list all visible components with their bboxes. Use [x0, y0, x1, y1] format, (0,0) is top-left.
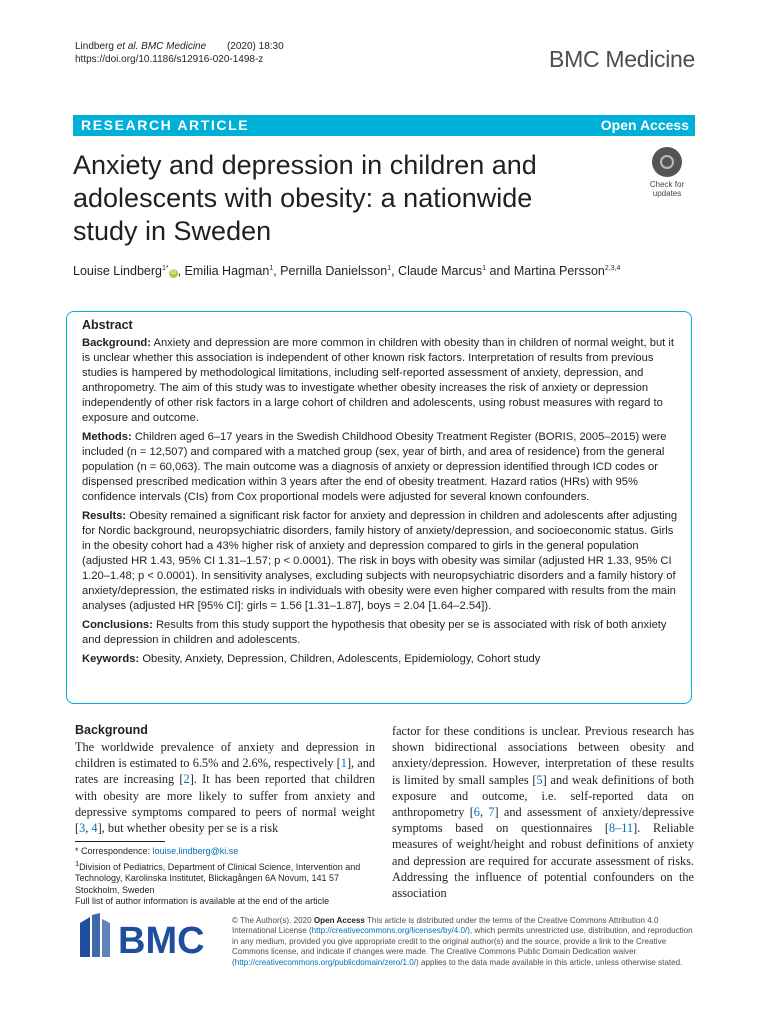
author-name[interactable]: Emilia Hagman	[184, 264, 270, 278]
author-name[interactable]: Louise Lindberg	[73, 264, 162, 278]
reference-link[interactable]: 8–11	[608, 821, 634, 836]
abstract-heading: Abstract	[82, 318, 133, 332]
author-affiliation: 1*	[161, 264, 169, 272]
citation-line	[75, 40, 284, 53]
author-name[interactable]: Pernilla Danielsson	[280, 264, 388, 278]
license-link[interactable]: http://creativecommons.org/licenses/by/4.0/	[311, 926, 468, 936]
check-updates-icon	[652, 147, 682, 177]
article-type: RESEARCH ARTICLE	[81, 117, 250, 133]
license-text: © The Author(s). 2020 Open Access This article is distributed under the terms of the Creative Commons Attribution 4.0 International License (http://creativecommons.org/licenses/by/4.0/), which permits unrestricted use, distribution, and reproduction in any medium, provided you give appropriate credit to the original author(s) and the source, provide a link to the Creative Commons license, and indicate if changes were made. The Creative Commons Public Domain Dedication waiver (http://creativecommons.org/publicdomain/zero/1.0/) applies to the data made available in this article, unless otherwise stated.	[232, 916, 693, 967]
orcid-icon[interactable]: iD	[170, 270, 176, 276]
citation-year-volume: (2020) 18:30	[226, 41, 284, 52]
abstract-results: Results: Obesity remained a significant risk factor for anxiety and depression in children and adolescents after adjusting for Nordic background, neuropsychiatric disorders, family history of anxiety/depression, and socioeconomic status. Girls in the obesity cohort had a 43% higher risk of anxiety and depression compared to girls in the general population (adjusted HR 1.43, 95% CI 1.31–1.57; p < 0.0001). The risk in boys with obesity was similar (adjusted HR 1.33, 95% CI 1.20–1.48; p < 0.0001). In sensitivity analyses, excluding subjects with neuropsychiatric disorders and a family history of anxiety/depression, the estimated risks in individuals with obesity were even higher compared with results from the main analyses (adjusted HR [95% CI]: girls = 1.56 [1.31–1.87], boys = 2.04 [1.64–2.54]).	[82, 510, 678, 612]
footnotes	[75, 846, 375, 908]
reference-link[interactable]: 7	[488, 805, 495, 820]
full-list-note: Full list of author information is available at the end of the article	[75, 896, 330, 906]
section-heading-background: Background	[75, 723, 148, 737]
reference-link[interactable]: 3	[79, 821, 86, 836]
check-for-updates-button[interactable]	[638, 147, 694, 203]
bmc-logo-text: BMC	[118, 920, 205, 961]
journal-name: BMC Medicine	[549, 46, 695, 72]
abstract-body	[82, 336, 680, 671]
reference-link[interactable]: 4	[91, 821, 98, 836]
email-link[interactable]: louise.lindberg@ki.se	[152, 846, 239, 856]
author-name[interactable]: Martina Persson	[513, 264, 605, 278]
article-banner	[73, 115, 695, 136]
author-affiliation: 1	[269, 264, 274, 272]
abstract-methods: Methods: Children aged 6–17 years in the Swedish Childhood Obesity Treatment Register (BORIS, 2005–2015) were included (n = 12,507) and compared with a matched group (sex, year of birth, and area of residence) from the general population (n = 60,063). The main outcome was a diagnosis of anxiety or depression identified through ICD codes or dispensed prescribed medication within 3 years after the end of obesity treatment. Hazard ratios (HRs) with 95% confidence intervals (CIs) from Cox proportional models were adjusted for several known confounders.	[82, 431, 667, 503]
article-title: Anxiety and depression in children and adolescents with obesity: a nationwide study in Sweden	[73, 150, 537, 246]
footnote-divider	[75, 841, 165, 842]
affiliation: $^1$Division of Pediatrics, Department of Clinical Science, Intervention and Technology, Karolinska Institutet, Blickagången 6A Novum, 141 57 Stockholm, Sweden	[75, 858, 361, 895]
abstract-keywords: Keywords: Obesity, Anxiety, Depression, Children, Adolescents, Epidemiology, Cohort study	[82, 653, 541, 665]
citation-etal: et al. BMC Medicine	[116, 41, 207, 52]
author-list: Louise Lindberg$^{1*}$iD , Emilia Hagman$^1$, Pernilla Danielsson$^1$, Claude Marcus$^1$ and Martina Persson$^{2,3,4}$	[73, 264, 621, 278]
abstract-background: Background: Anxiety and depression are more common in children with obesity than in children of normal weight, but it is unclear whether this association is independent of other known risk factors. Interpretation of results from previous studies is hampered by methodological limitations, including self-reported assessment of anxiety, depression, and anthropometry. The aim of this study was to investigate whether obesity increases the risk of anxiety or depression independently of other risk factors in a large cohort of children and adolescents, using robust measures with regard to exposure and outcome.	[82, 337, 674, 424]
reference-link[interactable]: 5	[536, 772, 543, 787]
bmc-logo	[78, 913, 218, 961]
body-column-left: The worldwide prevalence of anxiety and depression in children is estimated to 6.5% and 2.6%, respectively [1], and rates are increasing [2]. It has been reported that children with obesity are more likely to suffer from anxiety and depressive symptoms compared to peers of normal weight [3, 4], but whether obesity per se is a risk	[75, 740, 375, 836]
reference-link[interactable]: 1	[340, 756, 347, 771]
citation-authors: Lindberg	[75, 41, 114, 52]
reference-link[interactable]: 6	[473, 805, 480, 820]
author-affiliation: 1	[387, 264, 392, 272]
check-updates-label: Check for updates	[649, 180, 685, 198]
reference-link[interactable]: 2	[183, 772, 190, 787]
open-access-label: Open Access	[600, 117, 689, 133]
author-name[interactable]: Claude Marcus	[398, 264, 483, 278]
public-domain-link[interactable]: http://creativecommons.org/publicdomain/zero/1.0/	[234, 957, 417, 967]
doi-link[interactable]: https://doi.org/10.1186/s12916-020-1498-z	[75, 54, 264, 65]
abstract-conclusions: Conclusions: Results from this study support the hypothesis that obesity per se is associated with risk of both anxiety and depression in children and adolescents.	[82, 619, 667, 646]
correspondence: * Correspondence: louise.lindberg@ki.se	[75, 846, 239, 856]
body-column-right: factor for these conditions is unclear. Previous research has shown bidirectional associations between obesity and anxiety/depression. However, interpretation of these results is limited by small samples [5] and weak definitions of both exposure and outcome, i.e. self-reported data on anthropometry [6, 7] and assessment of anxiety/depressive symptoms based on questionnaires [8–11]. Reliable measures of weight/height and robust definitions of anxiety and depression are required for accurate assessment of risks. Addressing the influence of potential confounders on the association	[392, 724, 694, 901]
author-affiliation: 2,3,4	[604, 264, 621, 272]
author-affiliation: 1	[482, 264, 487, 272]
authors-and: and	[489, 264, 511, 278]
